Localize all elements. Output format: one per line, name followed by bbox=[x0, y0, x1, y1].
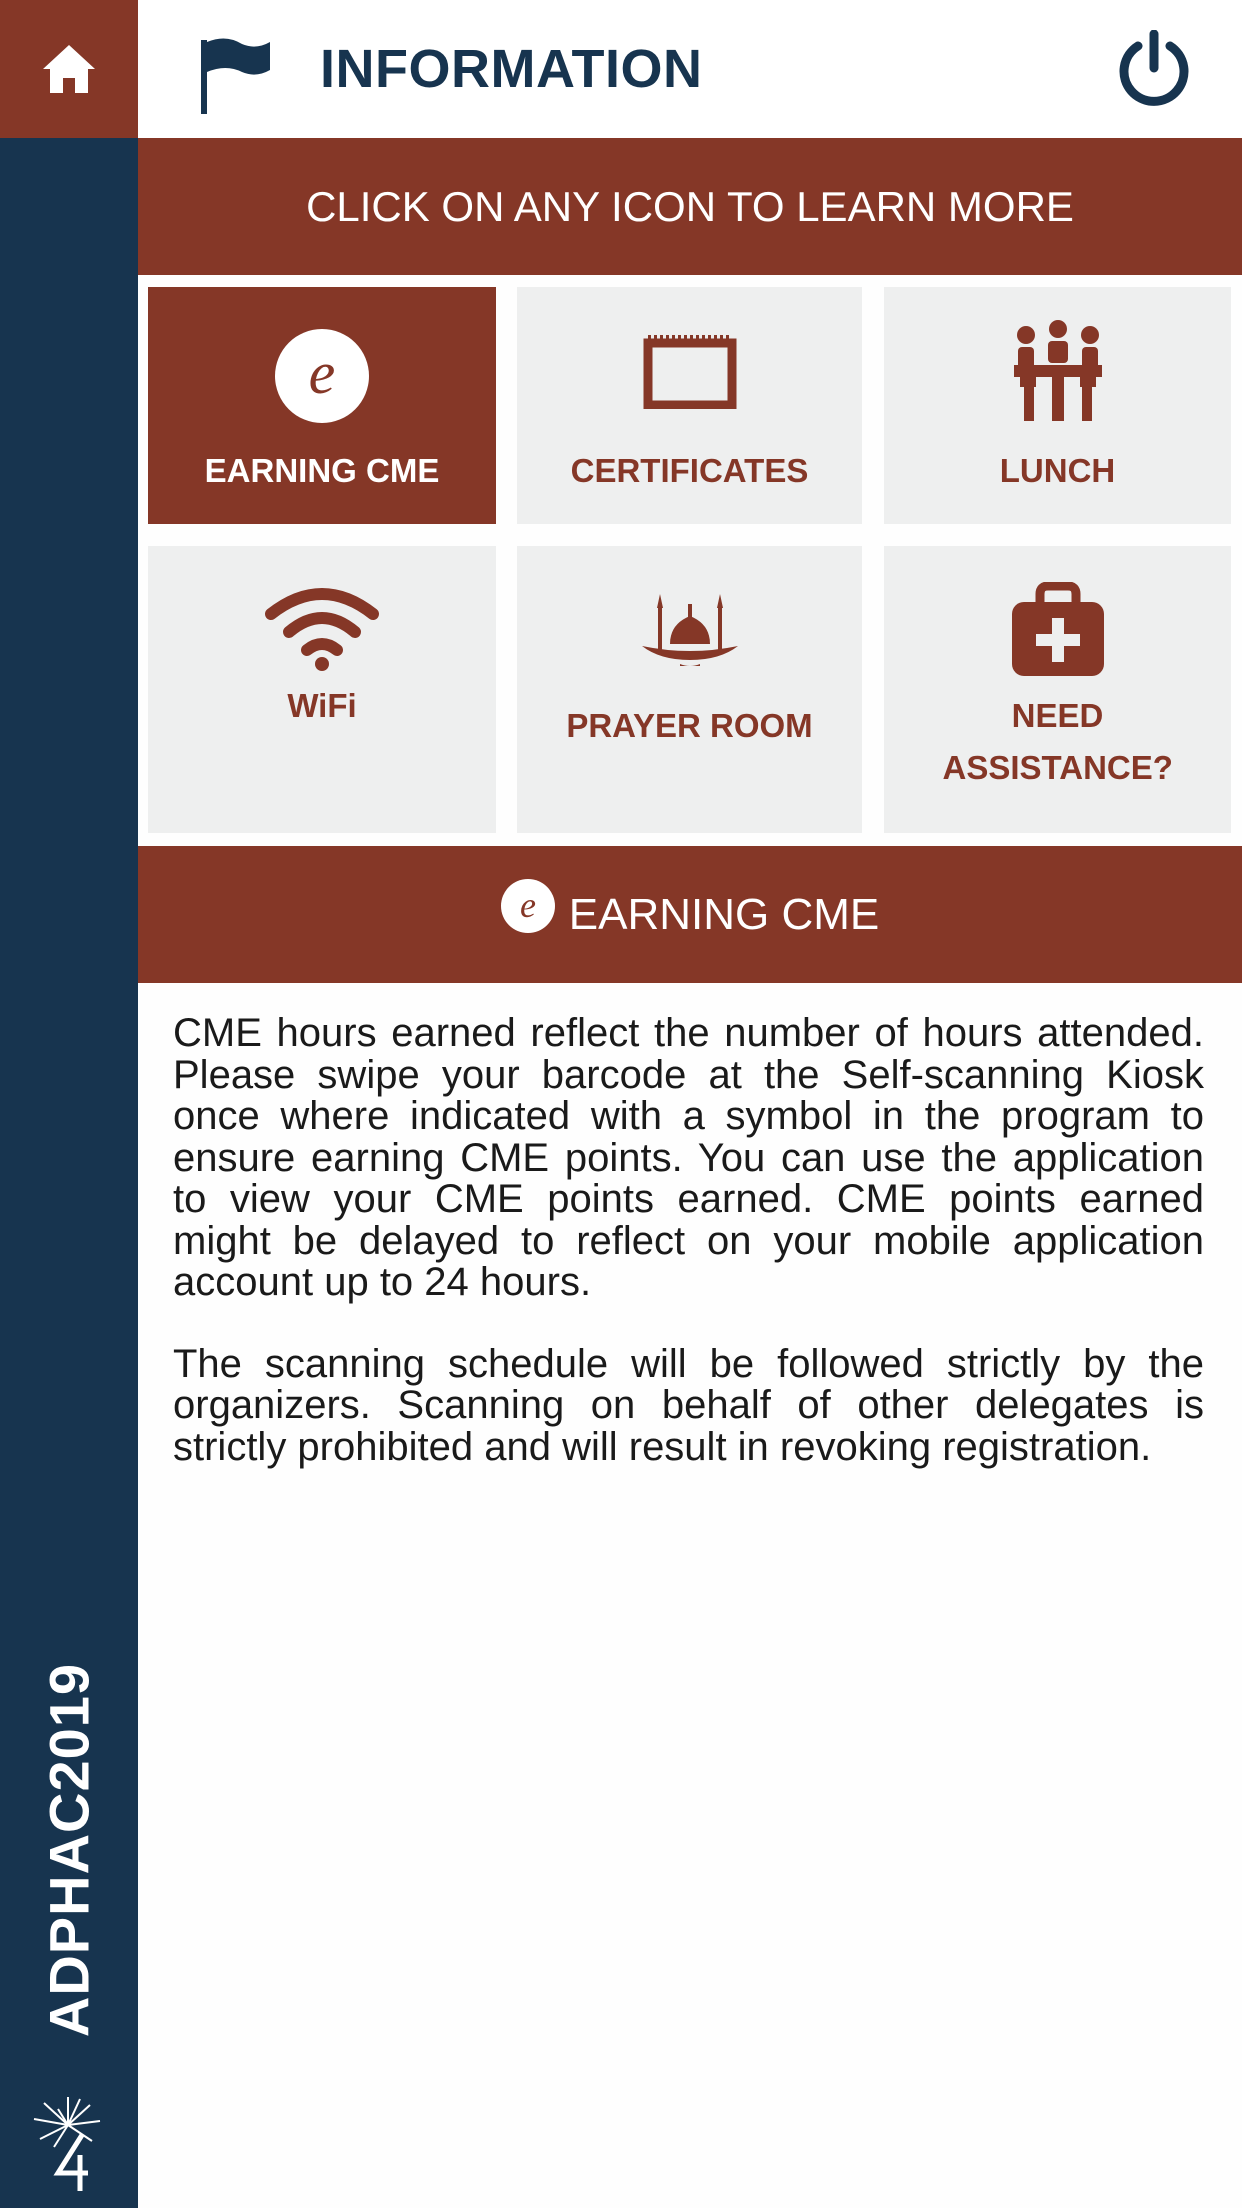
tile-earning-cme[interactable] bbox=[148, 287, 496, 524]
svg-text:e: e bbox=[519, 884, 536, 925]
tile-prayer-room[interactable] bbox=[517, 546, 862, 833]
tile-label: PRAYER ROOM bbox=[566, 707, 813, 744]
power-icon[interactable] bbox=[1114, 30, 1194, 110]
header bbox=[138, 0, 1242, 138]
home-button[interactable] bbox=[0, 0, 138, 138]
wifi-icon bbox=[263, 586, 381, 672]
tile-label: CERTIFICATES bbox=[570, 452, 809, 489]
tile-wifi[interactable] bbox=[148, 546, 496, 833]
flag-icon bbox=[198, 36, 272, 116]
earning-cme-icon bbox=[275, 329, 369, 423]
home-icon bbox=[40, 42, 98, 96]
content-paragraph: CME hours earned reflect the number of hours attended. Please swipe your barcode at the Self-scanning Kiosk once where indicated with a symbol in the program to ensure earning CME points. You can use the application to view your CME points earned. CME points earned might be delayed to reflect on your mobile application account up to 24 hours. bbox=[173, 1011, 1204, 1304]
lunch-icon bbox=[1010, 319, 1106, 421]
section-header bbox=[138, 846, 1242, 983]
tile-certificates[interactable] bbox=[517, 287, 862, 524]
section-title: EARNING CME bbox=[568, 889, 880, 939]
certificate-icon bbox=[643, 333, 737, 409]
tile-lunch[interactable] bbox=[884, 287, 1231, 524]
earning-cme-icon bbox=[501, 879, 555, 933]
instruction-banner bbox=[138, 138, 1242, 275]
banner-text: CLICK ON ANY ICON TO LEARN MORE bbox=[306, 182, 1074, 230]
content-body bbox=[173, 1013, 1204, 1508]
content-paragraph: The scanning schedule will be followed strictly by the organizers. Scanning on behalf of other delegates is strictly prohibited and will result in revoking registration. bbox=[173, 1341, 1204, 1469]
page-title: INFORMATION bbox=[320, 39, 703, 99]
brand-name: ADPHAC2019 bbox=[37, 1662, 101, 2038]
first-aid-icon bbox=[1010, 582, 1106, 678]
event-logo-icon bbox=[30, 2095, 110, 2195]
svg-text:e: e bbox=[308, 340, 336, 406]
tile-label: WiFi bbox=[287, 687, 357, 724]
tile-label: NEED ASSISTANCE? bbox=[942, 697, 1173, 786]
tile-need-assistance[interactable] bbox=[884, 546, 1231, 833]
mosque-icon bbox=[640, 594, 740, 668]
tile-label: EARNING CME bbox=[204, 452, 440, 489]
tile-label: LUNCH bbox=[999, 452, 1116, 489]
sidebar bbox=[0, 0, 138, 2208]
